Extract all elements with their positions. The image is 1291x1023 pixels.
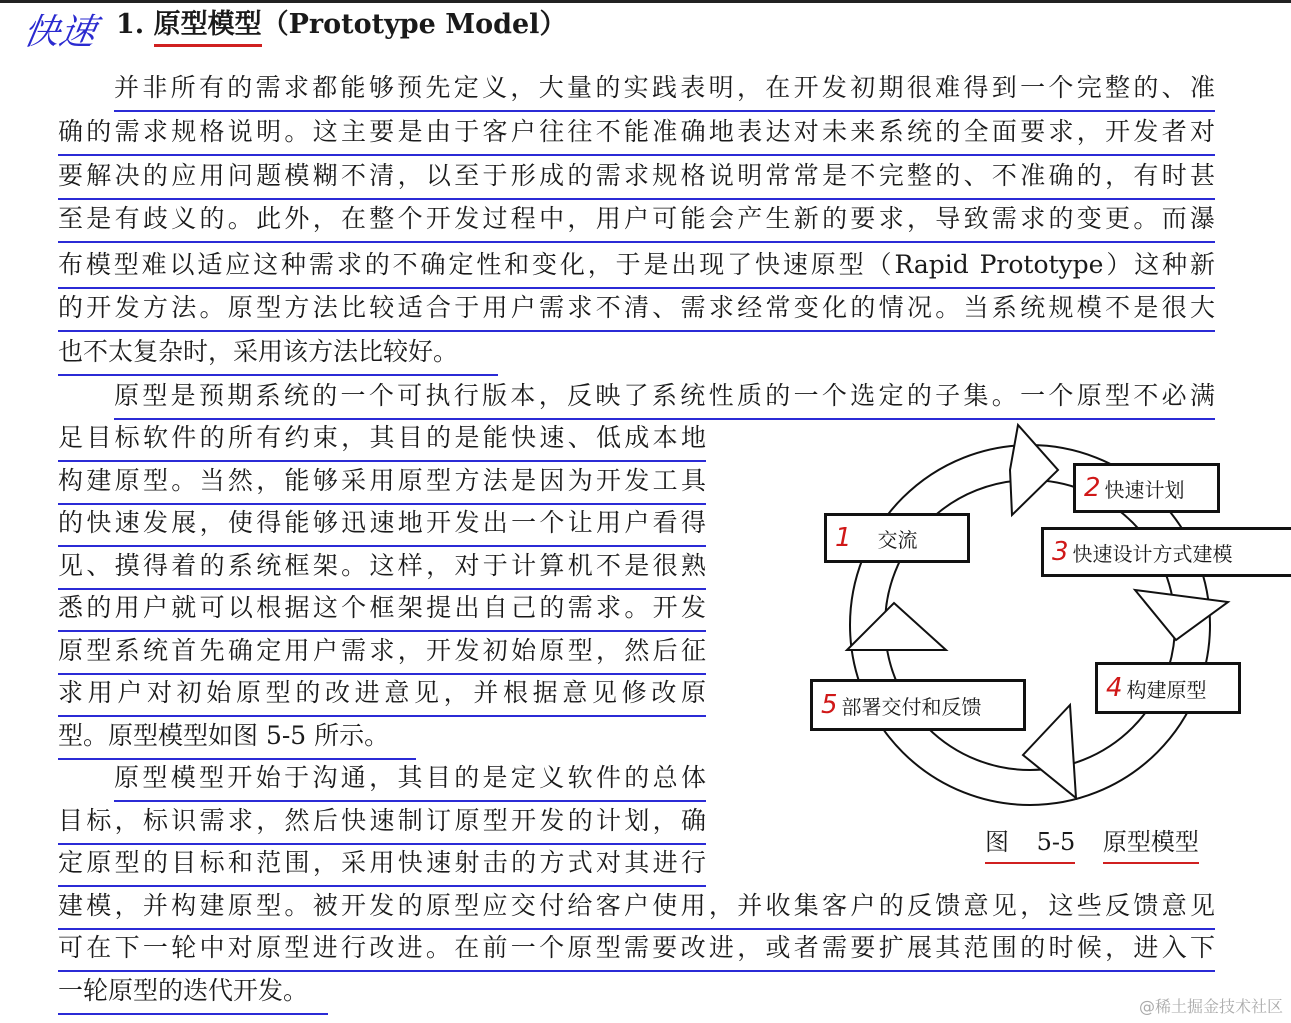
caption-title: 原型模型 xyxy=(1103,828,1199,864)
text-line: 也不太复杂时，采用该方法比较好。 xyxy=(58,334,498,376)
arrow-up-icon xyxy=(847,603,946,650)
step-number: 4 xyxy=(1106,673,1123,703)
text-line: 见、摸得着的系统框架。这样，对于计算机不是很熟 xyxy=(58,548,706,590)
title-cn: 原型模型 xyxy=(154,9,262,47)
text-line: 原型模型开始于沟通，其目的是定义软件的总体 xyxy=(114,760,706,802)
step-label: 快速设计方式建模 xyxy=(1072,541,1233,566)
text-line: 要解决的应用问题模糊不清，以至于形成的需求规格说明常常是不完整的、不准确的，有时甚 xyxy=(58,158,1215,200)
arrow-right-icon xyxy=(1010,425,1058,515)
step-box-build-prototype xyxy=(1095,662,1241,714)
figure-caption xyxy=(985,822,1199,857)
text-line: 建模，并构建原型。被开发的原型应交付给客户使用，并收集客户的反馈意见，这些反馈意见 xyxy=(58,888,1215,930)
text-line: 确的需求规格说明。这主要是由于客户往往不能准确地表达对未来系统的全面要求，开发者对 xyxy=(58,114,1215,156)
section-number: 1. xyxy=(116,9,145,40)
text-line: 悉的用户就可以根据这个框架提出自己的需求。开发 xyxy=(58,590,706,632)
text-line: 至是有歧义的。此外，在整个开发过程中，用户可能会产生新的要求，导致需求的变更。而瀑 xyxy=(58,201,1215,243)
step-box-deploy-feedback xyxy=(810,679,1026,731)
text-line: 原型系统首先确定用户需求，开发初始原型，然后征 xyxy=(58,633,706,675)
text-line: 足目标软件的所有约束，其目的是能快速、低成本地 xyxy=(58,420,706,462)
arrow-left-icon xyxy=(1023,705,1076,798)
title-en: （Prototype Model） xyxy=(261,9,567,40)
text-line: 并非所有的需求都能够预先定义，大量的实践表明，在开发初期很难得到一个完整的、准 xyxy=(114,70,1215,112)
text-line: 构建原型。当然，能够采用原型方法是因为开发工具 xyxy=(58,463,706,505)
text-line: 求用户对初始原型的改进意见，并根据意见修改原 xyxy=(58,675,706,717)
step-box-quick-plan xyxy=(1073,463,1220,513)
step-label: 交流 xyxy=(877,527,918,552)
text-line: 布模型难以适应这种需求的不确定性和变化，于是出现了快速原型（Rapid Prototype）这种新 xyxy=(58,247,1215,289)
step-label: 构建原型 xyxy=(1126,677,1207,702)
step-box-communication xyxy=(824,513,970,563)
text-line: 一轮原型的迭代开发。 xyxy=(58,973,328,1015)
step-label: 部署交付和反馈 xyxy=(841,694,982,719)
step-number: 2 xyxy=(1084,473,1101,503)
text-line: 型。原型模型如图 5-5 所示。 xyxy=(58,718,416,760)
handwritten-annotation: 快速 xyxy=(19,12,100,53)
text-line: 原型是预期系统的一个可执行版本，反映了系统性质的一个选定的子集。一个原型不必满 xyxy=(114,378,1215,420)
text-line: 定原型的目标和范围，采用快速射击的方式对其进行 xyxy=(58,845,706,887)
arrow-down-icon xyxy=(1135,590,1228,640)
caption-number: 图 5-5 xyxy=(985,828,1075,864)
text-line: 的快速发展，使得能够迅速地开发出一个让用户看得 xyxy=(58,505,706,547)
text-line: 的开发方法。原型方法比较适合于用户需求不清、需求经常变化的情况。当系统规模不是很大 xyxy=(58,290,1215,332)
step-number: 3 xyxy=(1052,537,1069,567)
text-line: 目标，标识需求，然后快速制订原型开发的计划，确 xyxy=(58,803,706,845)
watermark: @稀土掘金技术社区 xyxy=(1138,997,1283,1016)
step-number: 1 xyxy=(835,523,852,553)
step-box-quick-design xyxy=(1041,527,1291,577)
text-line: 可在下一轮中对原型进行改进。在前一个原型需要改进，或者需要扩展其范围的时候，进入下 xyxy=(58,930,1215,972)
step-number: 5 xyxy=(821,690,838,720)
step-label: 快速计划 xyxy=(1104,477,1185,502)
